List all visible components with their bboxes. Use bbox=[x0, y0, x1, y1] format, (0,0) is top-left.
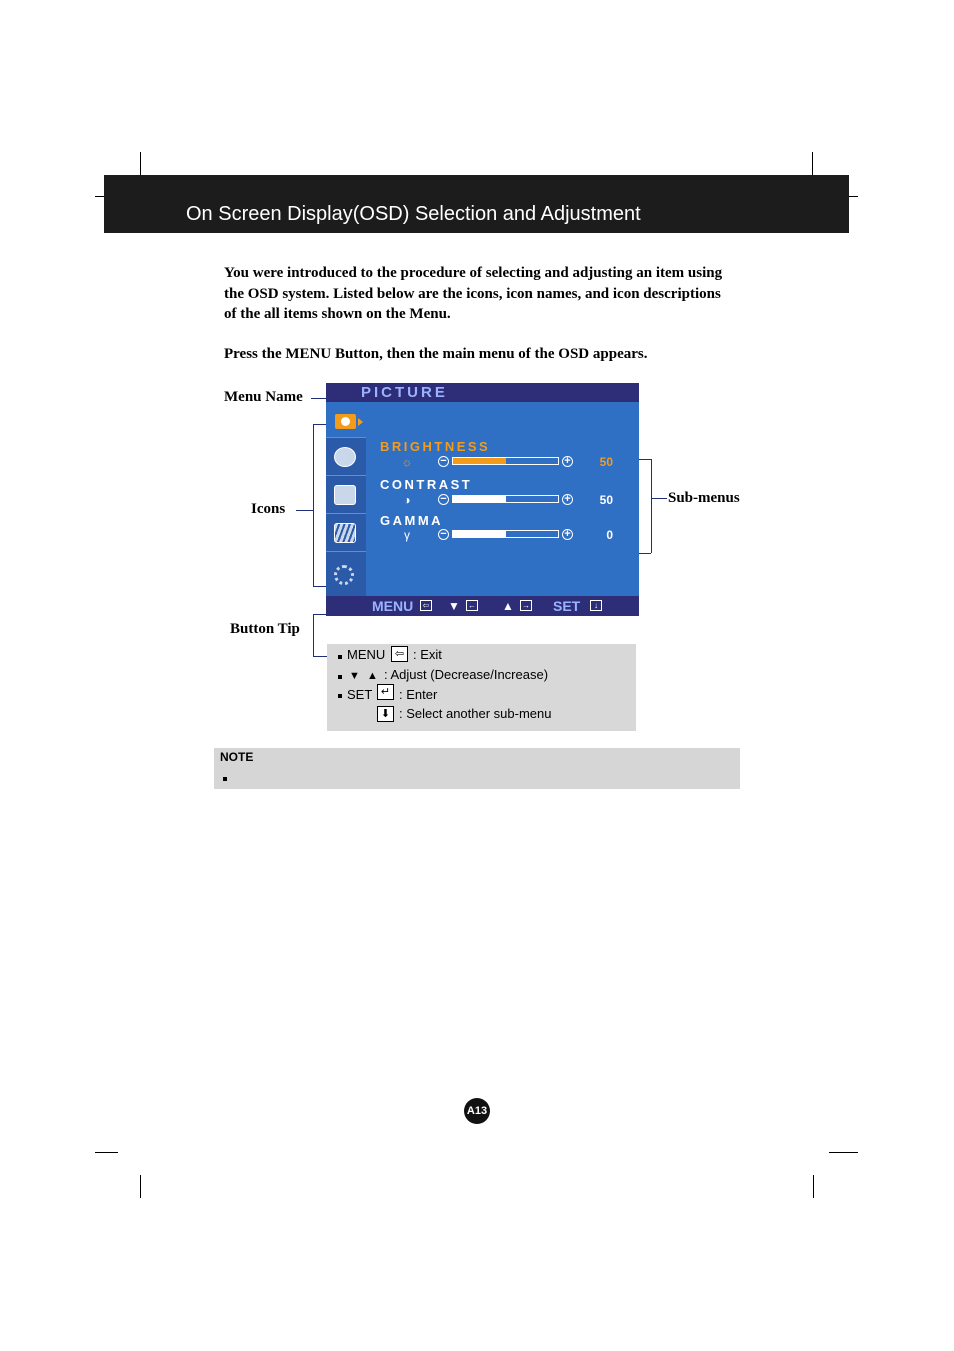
note-bullet bbox=[223, 777, 227, 781]
submenu-value: 50 bbox=[599, 493, 613, 507]
enter-icon: ↵ bbox=[377, 684, 394, 700]
minus-icon[interactable]: − bbox=[438, 456, 449, 467]
intro-paragraph: You were introduced to the procedure of selecting and adjusting an item using the OSD system. Listed below are the icons, icon names, and icon descriptions of the all items shown on the Menu. bbox=[224, 265, 723, 322]
contrast-icon: ◑ bbox=[403, 493, 411, 507]
submenu-label[interactable]: BRIGHTNESS bbox=[380, 439, 491, 454]
minus-icon[interactable]: − bbox=[438, 494, 449, 505]
gear-icon bbox=[334, 565, 354, 585]
osd-menu-button[interactable]: MENU bbox=[372, 598, 414, 614]
plus-icon[interactable]: + bbox=[562, 456, 573, 467]
osd-menu-name: PICTURE bbox=[361, 384, 448, 401]
up-triangle-icon: ▲ bbox=[367, 670, 378, 682]
submenu-label[interactable]: GAMMA bbox=[380, 513, 444, 528]
slider-fill bbox=[453, 531, 506, 537]
callout-sub-menus: Sub-menus bbox=[668, 490, 740, 506]
tip-set-desc: : Enter bbox=[399, 687, 438, 702]
left-key-icon: ← bbox=[468, 601, 476, 610]
exit-icon: ⇦ bbox=[391, 646, 408, 662]
bullet bbox=[338, 694, 342, 698]
bullet bbox=[338, 675, 342, 679]
instruction-text: Press the MENU Button, then the main menu of the OSD appears. bbox=[224, 346, 648, 362]
page-title: On Screen Display(OSD) Selection and Adjustment bbox=[186, 203, 641, 225]
plus-icon[interactable]: + bbox=[562, 529, 573, 540]
exit-key-icon: ⇦ bbox=[420, 600, 432, 611]
osd-set-button[interactable]: SET bbox=[553, 598, 581, 614]
callout-button-tip: Button Tip bbox=[230, 621, 300, 637]
slider-fill bbox=[453, 458, 506, 464]
tip-menu-label: MENU bbox=[347, 647, 386, 662]
submenu-value: 50 bbox=[599, 455, 613, 469]
badge-icon bbox=[334, 447, 356, 467]
down-arrow-icon: ⬇ bbox=[377, 706, 394, 722]
submenu-slider[interactable] bbox=[452, 495, 559, 503]
callout-icons: Icons bbox=[251, 501, 286, 517]
tip-menu-desc: : Exit bbox=[413, 647, 442, 662]
right-key-icon: → bbox=[522, 601, 530, 610]
screen-icon bbox=[334, 485, 356, 505]
note-label: NOTE bbox=[220, 750, 254, 764]
submenu-label[interactable]: CONTRAST bbox=[380, 477, 473, 492]
sun-icon: ☼ bbox=[401, 455, 413, 469]
submenu-slider[interactable] bbox=[452, 530, 559, 538]
page-number: A13 bbox=[464, 1098, 490, 1124]
osd-icon-display[interactable] bbox=[326, 478, 366, 514]
stripes-icon bbox=[334, 523, 356, 543]
down-triangle-icon: ▼ bbox=[349, 670, 360, 682]
plus-icon[interactable]: + bbox=[562, 494, 573, 505]
tip-adjust-desc: : Adjust (Decrease/Increase) bbox=[384, 667, 549, 682]
osd-icon-picture[interactable] bbox=[326, 402, 366, 438]
note-box bbox=[214, 748, 740, 789]
callout-menu-name: Menu Name bbox=[224, 389, 303, 405]
gamma-icon: γ bbox=[404, 528, 410, 542]
monitor-icon bbox=[335, 414, 356, 429]
slider-fill bbox=[453, 496, 506, 502]
submenu-slider[interactable] bbox=[452, 457, 559, 465]
submenu-value: 0 bbox=[606, 528, 613, 542]
tip-select-desc: : Select another sub-menu bbox=[399, 706, 552, 721]
tip-set-label: SET bbox=[347, 687, 373, 702]
osd-icon-tracking[interactable] bbox=[326, 516, 366, 552]
osd-icon-color[interactable] bbox=[326, 440, 366, 476]
osd-icon-setup[interactable] bbox=[326, 554, 366, 596]
minus-icon[interactable]: − bbox=[438, 529, 449, 540]
up-triangle-icon[interactable]: ▲ bbox=[502, 599, 514, 613]
bullet bbox=[338, 655, 342, 659]
down-triangle-icon[interactable]: ▼ bbox=[448, 599, 460, 613]
down-key-icon: ↓ bbox=[590, 600, 602, 611]
